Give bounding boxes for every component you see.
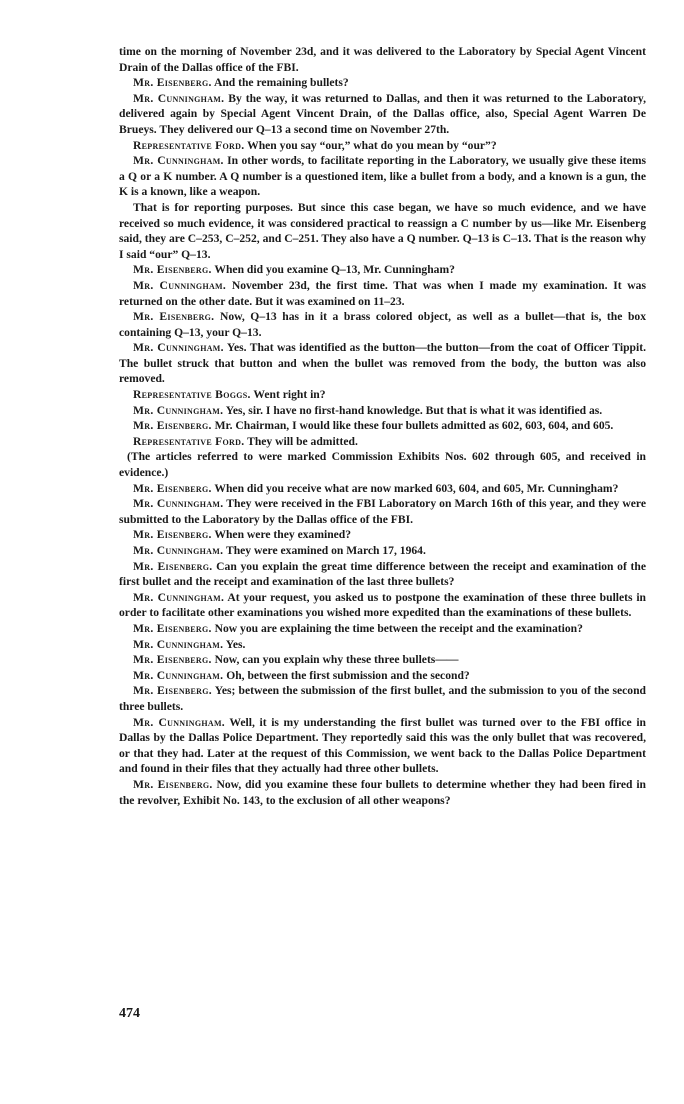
speaker-name: Mr. Eisenberg.: [133, 777, 213, 791]
paragraph-text: They will be admitted.: [244, 434, 358, 448]
paragraph-text: Yes, sir. I have no first-hand knowledge. But that is what it was identified as.: [223, 403, 603, 417]
speaker-name: Mr. Cunningham.: [133, 278, 227, 292]
speaker-name: Mr. Eisenberg.: [133, 621, 212, 635]
paragraph-text: By the way, it was returned to Dallas, and then it was returned to the Laboratory, delivered again by Special Agent Vincent Drain, of the Dallas office, also, Special Agent Warren De Brueys. They delivered our Q–13 a second time on November 27th.: [119, 91, 646, 136]
paragraph-text: Well, it is my understanding the first bullet was turned over to the FBI office in Dallas by the Dallas Police Department. They reportedly said this was the only bullet that was recovered, or that they had. Later at the request of this Commission, we went back to the Dallas Police Department and found in their files that they actually had three other bullets.: [119, 715, 646, 776]
speaker-name: Mr. Cunningham.: [133, 590, 225, 604]
paragraph-text: Yes.: [223, 637, 246, 651]
speaker-name: Mr. Eisenberg.: [133, 528, 212, 542]
paragraph-text: Yes. That was identified as the button—the button—from the coat of Officer Tippit. The bullet struck that button and when the bullet was removed from the body, the button was also removed.: [119, 341, 646, 386]
speaker-name: Mr. Eisenberg.: [133, 481, 212, 495]
speaker-name: Mr. Cunningham.: [133, 154, 224, 168]
paragraph: [119, 652, 646, 668]
paragraph: [119, 543, 646, 559]
paragraph-text: When you say “our,” what do you mean by “our”?: [244, 138, 497, 152]
paragraph: [119, 403, 646, 419]
speaker-name: Mr. Eisenberg.: [133, 684, 212, 698]
speaker-name: Mr. Eisenberg.: [133, 263, 212, 277]
speaker-name: Representative Boggs.: [133, 388, 251, 402]
speaker-name: Mr. Eisenberg.: [133, 419, 212, 433]
paragraph: [119, 309, 646, 340]
speaker-name: Mr. Cunningham.: [133, 544, 224, 557]
speaker-name: Representative Ford.: [133, 138, 245, 152]
transcript-body: [119, 44, 646, 808]
speaker-name: Mr. Cunningham.: [133, 91, 225, 105]
paragraph-text: Can you explain the great time difference between the receipt and examination of the first bullet and the receipt and examination of the last three bullets?: [119, 559, 646, 589]
paragraph-text: They were received in the FBI Laboratory on March 16th of this year, and they were submitted to the Laboratory by the Dallas office of the FBI.: [119, 497, 646, 526]
paragraph-text: That is for reporting purposes. But since this case began, we have so much evidence, and we have received so much evidence, it was considered practical to reassign a C number by us—like Mr. Eisenberg said, they are C–253, C–252, and C–251. They also have a Q number. Q–13 is C–13. That is the reason why I said “our” Q–13.: [119, 200, 646, 261]
paragraph: [119, 777, 646, 808]
paragraph-text: Mr. Chairman, I would like these four bullets admitted as 602, 603, 604, and 605.: [211, 419, 614, 433]
paragraph-text: Now you are explaining the time between the receipt and the examination?: [211, 621, 583, 635]
paragraph-text: Yes; between the submission of the first bullet, and the submission to you of the second three bullets.: [119, 684, 646, 713]
speaker-name: Mr. Eisenberg.: [133, 310, 215, 324]
speaker-name: Mr. Cunningham.: [133, 497, 224, 511]
paragraph: [119, 559, 646, 590]
paragraph: [119, 637, 646, 653]
speaker-name: Mr. Cunningham.: [133, 637, 224, 651]
paragraph: [119, 527, 646, 543]
speaker-name: Mr. Eisenberg.: [133, 76, 212, 90]
paragraph: [119, 138, 646, 154]
paragraph: [119, 262, 646, 278]
speaker-name: Mr. Eisenberg.: [133, 653, 212, 667]
paragraph-text: When did you examine Q–13, Mr. Cunningham?: [211, 263, 455, 277]
paragraph: [119, 683, 646, 714]
paragraph: [119, 434, 646, 450]
paragraph: [119, 278, 646, 309]
paragraph: [119, 75, 646, 91]
paragraph: [119, 418, 646, 434]
speaker-name: Mr. Eisenberg.: [133, 559, 213, 573]
paragraph-text: In other words, to facilitate reporting in the Laboratory, we usually give these items a Q or a K number. A Q number is a questioned item, like a bullet from a body, and a known is a gun, the K is a known, like a weapon.: [119, 154, 646, 199]
paragraph-text: Now, Q–13 has in it a brass colored object, as well as a bullet—that is, the box containing Q–13, your Q–13.: [119, 310, 646, 339]
page-number: 474: [119, 1006, 140, 1021]
speaker-name: Mr. Cunningham.: [133, 403, 224, 417]
paragraph: [119, 44, 646, 75]
paragraph: [119, 340, 646, 387]
paragraph: [119, 590, 646, 621]
paragraph-text: And the remaining bullets?: [211, 76, 349, 90]
paragraph-text: November 23d, the first time. That was when I made my examination. It was returned on the other date. But it was examined on 11–23.: [119, 278, 646, 308]
paragraph-text: At your request, you asked us to postpone the examination of these three bullets in order to facilitate other examinations you wished more expedited than the examinations of these bullets.: [119, 590, 646, 620]
speaker-name: Mr. Cunningham.: [133, 715, 226, 729]
paragraph: [119, 387, 646, 403]
paragraph-text: time on the morning of November 23d, and it was delivered to the Laboratory by Special Agent Vincent Drain of the Dallas office of the FBI.: [119, 45, 646, 74]
paragraph-text: They were examined on March 17, 1964.: [223, 544, 426, 557]
paragraph-text: Now, can you explain why these three bullets——: [211, 653, 459, 667]
paragraph-text: Now, did you examine these four bullets to determine whether they had been fired in the revolver, Exhibit No. 143, to the exclusion of all other weapons?: [119, 777, 646, 807]
paragraph: [119, 496, 646, 527]
paragraph-text: (The articles referred to were marked Commission Exhibits Nos. 602 through 605, and received in evidence.): [119, 450, 646, 480]
speaker-name: Representative Ford.: [133, 434, 245, 448]
paragraph: [119, 200, 646, 262]
paragraph-text: When were they examined?: [211, 528, 352, 542]
paragraph: [119, 153, 646, 200]
exhibit-note: [119, 449, 646, 480]
paragraph-text: Oh, between the first submission and the second?: [223, 668, 470, 682]
paragraph: [119, 668, 646, 684]
paragraph: [119, 621, 646, 637]
paragraph: [119, 91, 646, 138]
paragraph-text: When did you receive what are now marked 603, 604, and 605, Mr. Cunningham?: [211, 481, 619, 495]
paragraph: [119, 715, 646, 777]
speaker-name: Mr. Cunningham.: [133, 668, 224, 682]
speaker-name: Mr. Cunningham.: [133, 341, 224, 355]
paragraph: [119, 481, 646, 497]
paragraph-text: Went right in?: [250, 388, 326, 402]
